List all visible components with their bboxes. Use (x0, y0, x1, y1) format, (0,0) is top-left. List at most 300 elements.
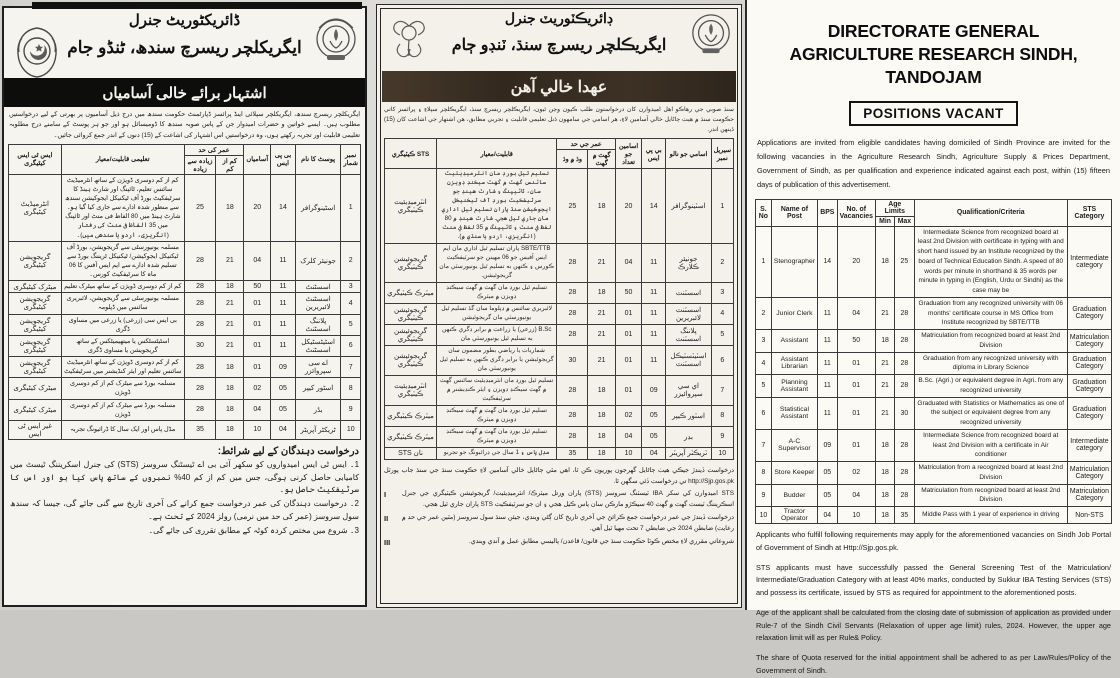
cell-sno: 7 (341, 357, 361, 378)
cell-sno: 3 (341, 281, 361, 293)
cell-vac: 01 (615, 324, 641, 345)
cell-vac: 50 (244, 281, 271, 293)
cell-max: 28 (184, 399, 216, 420)
cell-max: 30 (557, 345, 588, 375)
cell-post: اسسٽنٽ (666, 282, 711, 303)
cell-bps: 09 (642, 375, 666, 405)
col-header-bps: BPS (818, 199, 838, 226)
table-row (756, 397, 1112, 429)
cell-bps: 05 (818, 462, 838, 485)
cell-post: Store Keeper (771, 462, 817, 485)
cell-qual: SBTE/TTB پاران تسليم ٿيل اداري مان ايم ايس آفيس جو 06 مهينن جو سرٽيفڪيٽ ڪورس ۽ ڪنهن به تسليم ٿيل يونيورسٽي مان گريجوئيشن. (437, 244, 557, 283)
cell-post: Tractor Operator (771, 507, 817, 524)
table-row (9, 241, 361, 281)
cell-max: 28 (895, 429, 914, 461)
col-header-age-min: گهٽ ۾ گهٽ (588, 150, 616, 169)
cell-cat: Graduation Category (1067, 297, 1111, 329)
col-header-qualification: تعلیمی قابلیت/معیار (61, 144, 184, 174)
col-header-age-max: Max (895, 216, 914, 226)
cell-qual: اسٹیٹسٹکس یا میتھیمیٹکس کے ساتھ گریجویشن یا مساوی ڈگری (61, 335, 184, 356)
cell-bps: 11 (642, 282, 666, 303)
cell-vac: 04 (244, 241, 271, 281)
col-header-age: عمر جي حد (557, 139, 616, 150)
cell-max: 28 (895, 297, 914, 329)
cell-post: اسٽور ڪيپر (666, 405, 711, 426)
cell-vac: 50 (837, 330, 875, 353)
cell-qual: تسليم ٿيل بورڊ مان گهٽ ۾ گهٽ سيڪنڊ ڊويزن ۾ ميٽرڪ (437, 405, 557, 426)
cell-cat: غیر ایس ٹی ایس (9, 420, 62, 439)
cell-vac: 01 (244, 314, 271, 335)
cell-vac: 50 (615, 282, 641, 303)
cell-max: 28 (184, 241, 216, 281)
cell-sno: 6 (756, 397, 772, 429)
positions-vacant-box: POSITIONS VACANT (849, 101, 1018, 126)
table-row (9, 335, 361, 356)
cell-min: 18 (216, 281, 244, 293)
table-row (756, 330, 1112, 353)
english-note-1: Applicants who fulfill following requirements may apply for the aforementioned vacancies on Sindh Job Portal of Government of Sindh at Http://Sjp.gos.pk. (756, 530, 1111, 552)
sindhi-vacancy-banner: عهدا خالي آهن (382, 71, 736, 102)
cell-bps: 11 (818, 297, 838, 329)
cell-post: جونيئر ڪلارڪ (666, 244, 711, 283)
cell-cat: گریجویشن کیٹیگری (9, 293, 62, 314)
cell-sno: 7 (756, 429, 772, 461)
cell-max: 28 (184, 314, 216, 335)
urdu-vacancy-banner: اشتہار برائے خالی آسامیاں (4, 78, 365, 107)
cell-post: اسسٽنٽ لائبريرين (666, 303, 711, 324)
urdu-conditions-heading: درخواست دہندگان کے لیے شرائط: (217, 445, 359, 457)
cell-max: 35 (557, 447, 588, 459)
cell-qual: مسلمہ بورڈ سے میٹرک کم از کم دوسری ڈویژن (61, 378, 184, 399)
cell-qual: بی ایس سی (زرعی) یا زرعی میں مساوی ڈگری (61, 314, 184, 335)
cell-min: 18 (875, 462, 894, 485)
sindhi-title-line1: ڊائريڪٽوريٽ جنرل (504, 10, 614, 26)
cell-sno: 9 (756, 484, 772, 507)
table-row (385, 375, 734, 405)
urdu-title-line1: ڈائریکٹوریٹ جنرل (128, 12, 241, 29)
urdu-title-line2: ایگریکلچر ریسرچ سندھ، ٹنڈو جام (67, 38, 302, 57)
cell-max: 30 (895, 397, 914, 429)
sindhi-footer (377, 462, 741, 552)
col-header-qualification: قابليت/معيار (437, 139, 557, 169)
english-title-line2: AGRICULTURE RESEARCH SINDH, TANDOJAM (789, 43, 1078, 87)
cell-min: 18 (588, 282, 616, 303)
cell-qual: Intermediate Science from recognized board at least 2nd Division with a certificate in Air conditioner (914, 429, 1067, 461)
sindhi-footer-item-3 (384, 537, 734, 548)
cell-qual: Matriculation from recognized board at least 2nd Division (914, 484, 1067, 507)
cell-min: 21 (216, 241, 244, 281)
col-header-sno: سيريل نمبر (711, 139, 733, 169)
table-row (9, 293, 361, 314)
english-intro-paragraph: Applications are invited from eligible candidates having domiciled of Sindh Province are invited for the following vacancies in the Agriculture Research Sindh, Agriculture Supply & Prices Department, Government of Sindh, as per qualification and experience indicated against each post, within (15) fifteen days of publication of this advertisement. (757, 138, 1110, 190)
cell-min: 21 (588, 345, 616, 375)
cell-bps: 11 (642, 324, 666, 345)
cell-bps: 05 (271, 378, 296, 399)
table-row (9, 314, 361, 335)
cell-vac: 04 (615, 426, 641, 447)
cell-sno: 8 (341, 378, 361, 399)
cell-vac: 01 (837, 375, 875, 398)
col-header-age-max: وڌ ۾ وڌ (557, 150, 588, 169)
cell-qual: Graduation from any recognized university with diploma in Library Science (914, 352, 1067, 375)
table-row (9, 174, 361, 241)
sindhi-positions-table (384, 138, 734, 460)
cell-sno: 5 (711, 324, 733, 345)
cell-vac: 04 (615, 244, 641, 283)
cell-sno: 6 (711, 345, 733, 375)
cell-sno: 4 (711, 303, 733, 324)
cell-cat: انٹرمیڈیٹ کیٹیگری (9, 174, 62, 241)
cell-max: 28 (184, 357, 216, 378)
cell-max: 25 (557, 169, 588, 244)
cell-sno: 1 (341, 174, 361, 241)
cell-qual: مسلمہ بورڈ سے میٹرک کم از کم دوسری ڈویژن (61, 399, 184, 420)
english-notes (755, 529, 1112, 678)
cell-min: 18 (875, 507, 894, 524)
cell-bps: 14 (642, 169, 666, 244)
cell-post: اي سي سپروائيزر (666, 375, 711, 405)
cell-cat: گریجویشن کیٹیگری (9, 241, 62, 281)
table-row (756, 352, 1112, 375)
col-header-age-min: Min (875, 216, 894, 226)
cell-cat: ميٽرڪ ڪيٽيگري (385, 426, 437, 447)
cell-cat: نان STS (385, 447, 437, 459)
cell-bps: 11 (271, 314, 296, 335)
cell-vac: 02 (244, 378, 271, 399)
cell-post: اسسٹنٹ (295, 281, 341, 293)
col-header-category: ایس ٹی ایس کیٹیگری (9, 144, 62, 174)
sindhi-footer-intro: درخواست ڏيندڙ جيڪي هيٺ ڄاڻايل گهرجون پوريون ڪن ٿا، اهي مٿي ڄاڻايل خالي آسامين لاءِ حڪومت سنڌ جي سنڌ جاب پورٽل http://Sjp.gos.pk تي درخواست ڏئي سگهن ٿا. (384, 466, 734, 485)
cell-min: 18 (216, 420, 244, 439)
cell-post: اسٹیٹسٹیکل اسسٹنٹ (295, 335, 341, 356)
table-row (756, 484, 1112, 507)
cell-min: 21 (216, 314, 244, 335)
table-row (756, 226, 1112, 297)
cell-min: 18 (588, 405, 616, 426)
urdu-condition-2: 2۔ درخواست دہندگان کی عمر درخواست جمع کرانے کی آخری تاریخ سے گنی جائے گی، جیسا کہ سندھ سول سروسز (عمر کی حد میں نرمی) رولز 2024 کے تحت ہے۔ (10, 499, 359, 521)
item-text: درخواست ڏيندڙ جي عمر درخواست جمع ڪرائڻ جي آخري تاريخ کان ڳڻي ويندي، جيئن سنڌ سول سروسز (مٿين عمر جي حد ۾ رعايت) ضابطن 2024 جي ضابطي 7 تحت مهيا ٿيل آهي. (402, 514, 734, 533)
col-header-bps: بي پي ايس (642, 139, 666, 169)
cell-bps: 14 (271, 174, 296, 241)
english-positions-table (755, 199, 1112, 525)
cell-sno: 1 (711, 169, 733, 244)
table-row (756, 507, 1112, 524)
cell-vac: 01 (837, 397, 875, 429)
cell-min: 18 (216, 399, 244, 420)
cell-cat: میٹرک کیٹیگری (9, 399, 62, 420)
cell-post: بڈر (295, 399, 341, 420)
cell-max: 28 (895, 375, 914, 398)
cell-vac: 01 (837, 352, 875, 375)
cell-max: 28 (895, 330, 914, 353)
cell-vac: 20 (244, 174, 271, 241)
cell-post: Assistant (771, 330, 817, 353)
cell-sno: 10 (711, 447, 733, 459)
cell-bps: 11 (642, 345, 666, 375)
cell-max: 28 (557, 303, 588, 324)
cell-cat: گريجوئيشن ڪيٽيگري (385, 345, 437, 375)
positions-vacant-box-wrap (755, 101, 1112, 126)
cell-sno: 4 (341, 293, 361, 314)
item-text: شروعاتي مقرري لاءِ مختص ڪوٽا حڪومت سنڌ جي قانون/ قاعدن/ پاليسي مطابق عمل ۾ آندي ويندي. (468, 538, 734, 546)
cell-sno: 2 (341, 241, 361, 281)
cell-sno: 8 (711, 405, 733, 426)
cell-bps: 11 (271, 335, 296, 356)
cell-min: 18 (875, 226, 894, 297)
cell-vac: 10 (244, 420, 271, 439)
cell-min: 21 (875, 397, 894, 429)
cell-bps: 05 (642, 426, 666, 447)
col-header-age: Age Limits (875, 199, 914, 216)
cell-min: 18 (875, 429, 894, 461)
panel-english-ad (745, 0, 1120, 675)
cell-qual: تسليم ٿيل بورڊ مان گهٽ ۾ گهٽ سيڪنڊ ڊويزن ۾ ميٽرڪ (437, 282, 557, 303)
cell-bps: 04 (818, 507, 838, 524)
cell-max: 28 (184, 281, 216, 293)
english-note-4: The share of Quota reserved for the initial appointment shall be adhered to as per Law/Rules/Policy of the Government of Sindh. (756, 653, 1111, 675)
panel-urdu-ad (2, 6, 367, 607)
cell-bps: 04 (271, 420, 296, 439)
col-header-vacancies: اسامين جو تعداد (615, 139, 641, 169)
col-header-age-min: کم از کم (216, 155, 244, 174)
cell-bps: 09 (271, 357, 296, 378)
cell-qual: شماريات يا رياضي بطور مضمون سان گريجوئيشن يا برابر ڊگري ڪنهن به تسليم ٿيل يونيورسٽي مان (437, 345, 557, 375)
cell-post: اسٹینوگرافر (295, 174, 341, 241)
cell-min: 21 (216, 293, 244, 314)
cell-min: 18 (588, 426, 616, 447)
cell-cat: میٹرک کیٹیگری (9, 378, 62, 399)
english-note-3: Age of the applicant shall be calculated from the closing date of submission of application as provided under Rule-7 of the Sindh Civil Servants (Relaxation of upper age limit) rules, 2024. However, the upper age relaxation limit will as per Rule& Policy. (756, 607, 1111, 643)
cell-min: 21 (875, 375, 894, 398)
cell-vac: 01 (244, 293, 271, 314)
cell-bps: 11 (818, 375, 838, 398)
col-header-post: اسامي جو نالو (666, 139, 711, 169)
cell-vac: 01 (615, 303, 641, 324)
cell-sno: 3 (756, 330, 772, 353)
cell-vac: 01 (615, 345, 641, 375)
table-row (385, 405, 734, 426)
cell-cat: انٽرميڊيئيٽ ڪيٽيگري (385, 375, 437, 405)
table-row (385, 324, 734, 345)
cell-vac: 04 (244, 399, 271, 420)
col-header-qualification: Qualification/Criteria (914, 199, 1067, 226)
table-row (756, 375, 1112, 398)
urdu-positions-table (8, 144, 361, 440)
cell-max: 30 (184, 335, 216, 356)
cell-qual: مڈل پاس اور ایک سال کا ڈرائیونگ تجربہ (61, 420, 184, 439)
cell-min: 21 (875, 352, 894, 375)
cell-max: 35 (895, 507, 914, 524)
cell-qual: تسليم ٿيل بورڊ مان انٽرميڊيئيٽ سائنس گهٽ ۾ گهٽ سيڪنڊ ڊويزن سان، ٽائيپنگ ۽ شارٽ هينڊ جو سرٽيفڪيٽ بورڊ آف ٽيڪنيڪل ايجوڪيشن سنڌ پاران تسليم ٿيل اداري مان جاري ٿيل هجي. شارٽ هينڊ ۾ 80 لفظ في منٽ ۽ ٽائيپنگ ۾ 35 لفظ في منٽ (انگريزي، اردو يا سنڌي ۾). (437, 169, 557, 244)
cell-qual: تسليم ٿيل بورڊ مان گهٽ ۾ گهٽ سيڪنڊ ڊويزن ۾ ميٽرڪ (437, 426, 557, 447)
cell-max: 28 (895, 352, 914, 375)
cell-post: اے سی سپروائزر (295, 357, 341, 378)
cell-max: 28 (557, 426, 588, 447)
table-row (385, 345, 734, 375)
item-text: STS اميدوارن کي سکر IBA ٽيسٽنگ سروسز (STS) پاران ورتل ميٽرڪ/ انٽرميڊيئيٽ/ گريجوئيشن ڪيٽيگري جي جنرل اسڪريننگ ٽيسٽ گهٽ ۾ گهٽ 40 سيڪڙو مارڪن سان پاس ڪيل هجي ۽ ان جو سرٽيفڪيٽ STS پاران جاري ٿيل هجي. (402, 490, 734, 509)
cell-sno: 2 (756, 297, 772, 329)
cell-vac: 10 (615, 447, 641, 459)
cell-cat: Graduation Category (1067, 375, 1111, 398)
cell-bps: 05 (271, 399, 296, 420)
col-header-post: Name of Post (771, 199, 817, 226)
table-row (756, 462, 1112, 485)
cell-max: 35 (184, 420, 216, 439)
cell-min: 21 (588, 303, 616, 324)
cell-post: اسسٹنٹ لائبریرین (295, 293, 341, 314)
cell-min: 18 (216, 174, 244, 241)
cell-cat: گریجویشن کیٹیگری (9, 314, 62, 335)
item-numeral: II (384, 514, 389, 524)
cell-bps: 11 (818, 352, 838, 375)
cell-max: 25 (184, 174, 216, 241)
cell-min: 18 (588, 375, 616, 405)
cell-bps: 11 (818, 397, 838, 429)
english-title (755, 20, 1112, 88)
cell-post: پلاننگ اسسٽنٽ (666, 324, 711, 345)
sindhi-footer-item-1 (384, 489, 734, 511)
cell-sno: 9 (711, 426, 733, 447)
cell-vac: 01 (244, 335, 271, 356)
col-header-category: STS Category (1067, 199, 1111, 226)
cell-max: 25 (895, 226, 914, 297)
table-row (385, 447, 734, 459)
cell-min: 21 (588, 244, 616, 283)
cell-sno: 9 (341, 399, 361, 420)
cell-vac: 04 (837, 297, 875, 329)
cell-sno: 7 (711, 375, 733, 405)
cell-cat: گريجوئيشن ڪيٽيگري (385, 303, 437, 324)
cell-sno: 5 (341, 314, 361, 335)
cell-qual: مڊل پاس ۽ 1 سال جي ڊرائيونگ جو تجربو (437, 447, 557, 459)
cell-post: Junior Clerk (771, 297, 817, 329)
cell-cat: Graduation Category (1067, 352, 1111, 375)
cell-bps: 09 (818, 429, 838, 461)
cell-post: Planning Assistant (771, 375, 817, 398)
cell-max: 28 (895, 462, 914, 485)
cell-qual: مسلمہ یونیورسٹی سے گریجویشن، لائبریری سائنس میں ڈپلومہ (61, 293, 184, 314)
col-header-age-max: زیادہ سے زیادہ (184, 155, 216, 174)
table-row (9, 281, 361, 293)
sindhi-footer-item-2 (384, 513, 734, 535)
table-row (385, 426, 734, 447)
cell-cat: Graduation Category (1067, 397, 1111, 429)
col-header-sno: نمبر شمار (341, 144, 361, 174)
cell-cat: Non-STS (1067, 507, 1111, 524)
cell-cat: گریجویشن کیٹیگری (9, 357, 62, 378)
urdu-intro-paragraph: ایگریکلچر ریسرچ سندھ، ایگریکلچر سپلائی اینڈ پرائسز ڈپارٹمنٹ حکومت سندھ میں درج ذیل آسامیوں پر بھرتی کے لیے درخواستیں مطلوب ہیں۔ ایسے خواتین و حضرات امیدوار جن کے پاس صوبہ سندھ کا ڈومیسائل ہو اور جو ہر پوسٹ کے سامنے درج مطلوبہ تعلیمی قابلیت اور تجربہ رکھتے ہوں، وہ درخواستیں اس اشتہار کی اشاعت کے (15) دنوں کے اندر جمع کروائی جائیں۔ (9, 111, 360, 139)
table-row (9, 357, 361, 378)
cell-cat: انٽرميڊيئيٽ ڪيٽيگري (385, 169, 437, 244)
cell-bps: 11 (818, 330, 838, 353)
cell-post: Assistant Librarian (771, 352, 817, 375)
cell-max: 28 (557, 324, 588, 345)
cell-vac: 01 (615, 375, 641, 405)
cell-qual: لائبريري سائنس ۾ ڊپلوما سان گڏ تسليم ٿيل يونيورسٽي مان گريجوئيشن (437, 303, 557, 324)
cell-qual: B.Sc. (Agri.) or equivalent degree in Agri. from any recognized university (914, 375, 1067, 398)
cell-cat: Intermediate category (1067, 429, 1111, 461)
cell-cat: گريجوئيشن ڪيٽيگري (385, 244, 437, 283)
cell-post: Stenographer (771, 226, 817, 297)
cell-vac: 10 (837, 507, 875, 524)
cell-bps: 11 (271, 241, 296, 281)
cell-qual: مسلمہ یونیورسٹی سے گریجویشن، بورڈ آف ٹیکنیکل ایجوکیشن/ ٹیکنیکل ٹریننگ بورڈ سے تسلیم شدہ ادارے سے ایم ایس آفس کا 06 ماہ کا سرٹیفکیٹ کورس۔ (61, 241, 184, 281)
cell-max: 28 (557, 282, 588, 303)
table-row (385, 303, 734, 324)
cell-max: 28 (184, 293, 216, 314)
table-row (756, 429, 1112, 461)
cell-vac: 04 (837, 484, 875, 507)
cell-sno: 6 (341, 335, 361, 356)
english-title-line1: DIRECTORATE GENERAL (827, 21, 1040, 41)
sindhi-intro-paragraph: سنڌ صوبي جي رهاڪو اهل اميدوارن کان درخواستون طلب ڪيون وڃن ٿيون، ايگريڪلچر ريسرچ سنڌ، ايگريڪلچر سپلاءِ ۽ پرائسز کاتي حڪومت سنڌ ۾ هيٺ ڄاڻايل خالي آسامين لاءِ، هر اسامي جي سامهون ڏنل تعليمي قابليت ۽ تجربي مطابق، هن اشتهار جي اشاعت کان (15) ڏينهن اندر. (384, 106, 734, 134)
cell-post: پلاننگ اسسٹنٹ (295, 314, 341, 335)
cell-qual: Middle Pass with 1 year of experience in driving (914, 507, 1067, 524)
cell-vac: 02 (615, 405, 641, 426)
col-header-vacancies: No. of Vacancies (837, 199, 875, 226)
col-header-category: STS ڪيٽيگري (385, 139, 437, 169)
urdu-conditions (4, 442, 365, 541)
panel-sindhi-ad (376, 4, 742, 608)
cell-post: Statistical Assistant (771, 397, 817, 429)
item-numeral: III (384, 538, 391, 548)
table-row (9, 378, 361, 399)
cell-vac: 20 (615, 169, 641, 244)
cell-qual: تسليم ٿيل بورڊ مان انٽرميڊيئيٽ سائنس گهٽ ۾ گهٽ سيڪنڊ ڊويزن ۽ ايئر ڪنڊيشنر ۾ سرٽيفڪيٽ (437, 375, 557, 405)
cell-cat: Matriculation Category (1067, 484, 1111, 507)
cell-cat: Intermediate category (1067, 226, 1111, 297)
cell-min: 21 (216, 335, 244, 356)
cell-max: 28 (557, 405, 588, 426)
cell-min: 18 (588, 169, 616, 244)
cell-cat: گریجویشن کیٹیگری (9, 335, 62, 356)
cell-qual: کم از کم دوسری ڈویژن کے ساتھ انٹرمیڈیٹ سائنس تعلیم اور ایئر کنڈیشنر میں سرٹیفکیٹ (61, 357, 184, 378)
english-note-2: STS applicants must have successfully passed the General Screening Test of the Matriculation/ Intermediate/Graduation Category with at least 40% marks, conducted by Sukkur IBA Testing Services (STS) and possess its certificate, issued by STS as required for appointment to the aforementioned posts. (756, 562, 1111, 598)
cell-cat: ميٽرڪ ڪيٽيگري (385, 405, 437, 426)
cell-max: 28 (895, 484, 914, 507)
cell-post: اسٹور کیپر (295, 378, 341, 399)
cell-cat: ميٽرڪ ڪيٽيگري (385, 282, 437, 303)
item-numeral: I (384, 490, 387, 500)
cell-qual: Graduated with Statistics or Mathematics as one of the subject or equivalent degree from any recognized university (914, 397, 1067, 429)
col-header-post: پوسٹ کا نام (295, 144, 341, 174)
cell-max: 28 (557, 244, 588, 283)
cell-min: 18 (216, 357, 244, 378)
cell-sno: 2 (711, 244, 733, 283)
cell-post: ٹریکٹر آپریٹر (295, 420, 341, 439)
col-header-sno: S. No (756, 199, 772, 226)
cell-min: 18 (875, 330, 894, 353)
cell-min: 18 (588, 447, 616, 459)
cell-qual: B.Sc (زرعي) يا زراعت ۾ برابر ڊگري ڪنهن به تسليم ٿيل يونيورسٽي مان (437, 324, 557, 345)
cell-bps: 04 (642, 447, 666, 459)
cell-bps: 11 (642, 244, 666, 283)
cell-sno: 4 (756, 352, 772, 375)
cell-post: اسٽينوگرافر (666, 169, 711, 244)
cell-min: 18 (875, 484, 894, 507)
cell-sno: 10 (756, 507, 772, 524)
cell-qual: Matriculation from a recognized board at least 2nd Division (914, 462, 1067, 485)
cell-bps: 11 (271, 281, 296, 293)
cell-max: 28 (557, 375, 588, 405)
cell-sno: 8 (756, 462, 772, 485)
cell-qual: Matriculation from recognized board at least 2nd Division (914, 330, 1067, 353)
cell-vac: 01 (837, 429, 875, 461)
table-row (385, 282, 734, 303)
table-row (385, 169, 734, 244)
cell-min: 21 (875, 297, 894, 329)
table-row (9, 399, 361, 420)
